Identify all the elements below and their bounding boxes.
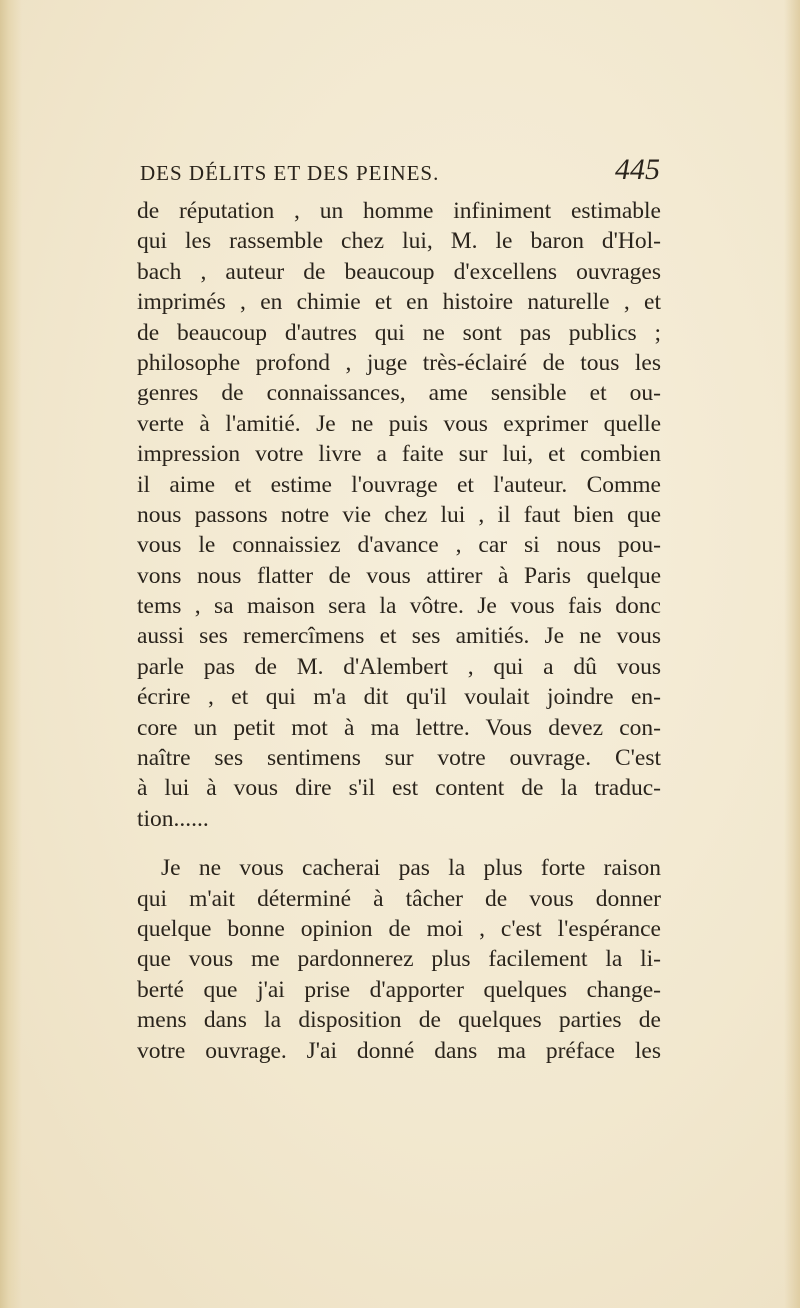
text-line: genres de connaissances, ame sensible et ou-: [137, 380, 661, 407]
text-line: que vous me pardonnerez plus facilement la li-: [137, 946, 661, 973]
paragraph-2: [137, 853, 661, 1066]
text-line: imprimés , en chimie et en histoire naturelle , et: [137, 289, 661, 316]
text-line: votre ouvrage. J'ai donné dans ma préface les: [137, 1037, 661, 1064]
page-number: 445: [615, 153, 660, 186]
text-line: écrire , et qui m'a dit qu'il voulait joindre en-: [137, 684, 661, 711]
text-line: de réputation , un homme infiniment estimable: [137, 198, 661, 224]
text-line: bach , auteur de beaucoup d'excellens ouvrages: [137, 258, 661, 285]
text-line: tems , sa maison sera la vôtre. Je vous fais donc: [137, 593, 661, 620]
running-head: DES DÉLITS ET DES PEINES.: [140, 161, 440, 185]
text-line: quelque bonne opinion de moi , c'est l'espérance: [137, 915, 661, 942]
text-line: parle pas de M. d'Alembert , qui a dû vous: [137, 653, 661, 680]
text-line: qui m'ait déterminé à tâcher de vous donner: [137, 885, 661, 912]
page-edge-shadow: [784, 0, 800, 1308]
text-line: de beaucoup d'autres qui ne sont pas publics ;: [137, 319, 661, 346]
paragraph-gap: [137, 834, 661, 853]
text-line: berté que j'ai prise d'apporter quelques change-: [137, 976, 661, 1003]
text-line: impression votre livre a faite sur lui, et combien: [137, 441, 661, 468]
text-line: il aime et estime l'ouvrage et l'auteur. Comme: [137, 471, 661, 498]
text-line: vous le connaissiez d'avance , car si nous pou-: [137, 532, 661, 559]
text-line: Je ne vous cacherai pas la plus forte raison: [161, 855, 661, 882]
text-line: qui les rassemble chez lui, M. le baron d'Hol-: [137, 228, 661, 255]
text-line: mens dans la disposition de quelques parties de: [137, 1007, 661, 1034]
text-line: vons nous flatter de vous attirer à Paris quelque: [137, 562, 661, 589]
text-line: philosophe profond , juge très-éclairé de tous les: [137, 349, 661, 376]
page-gutter-shadow: [0, 0, 22, 1308]
page-header: [140, 153, 660, 193]
text-line: nous passons notre vie chez lui , il faut bien que: [137, 501, 661, 528]
text-line: verte à l'amitié. Je ne puis vous exprimer quelle: [137, 410, 661, 437]
text-line: core un petit mot à ma lettre. Vous devez con-: [137, 714, 661, 741]
text-line: tion......: [137, 805, 209, 832]
body-text: [137, 196, 661, 1066]
paragraph-1: [137, 196, 661, 834]
text-line: aussi ses remercîmens et ses amitiés. Je ne vous: [137, 623, 661, 650]
text-line: à lui à vous dire s'il est content de la traduc-: [137, 775, 661, 802]
text-line: naître ses sentimens sur votre ouvrage. C'est: [137, 745, 661, 772]
